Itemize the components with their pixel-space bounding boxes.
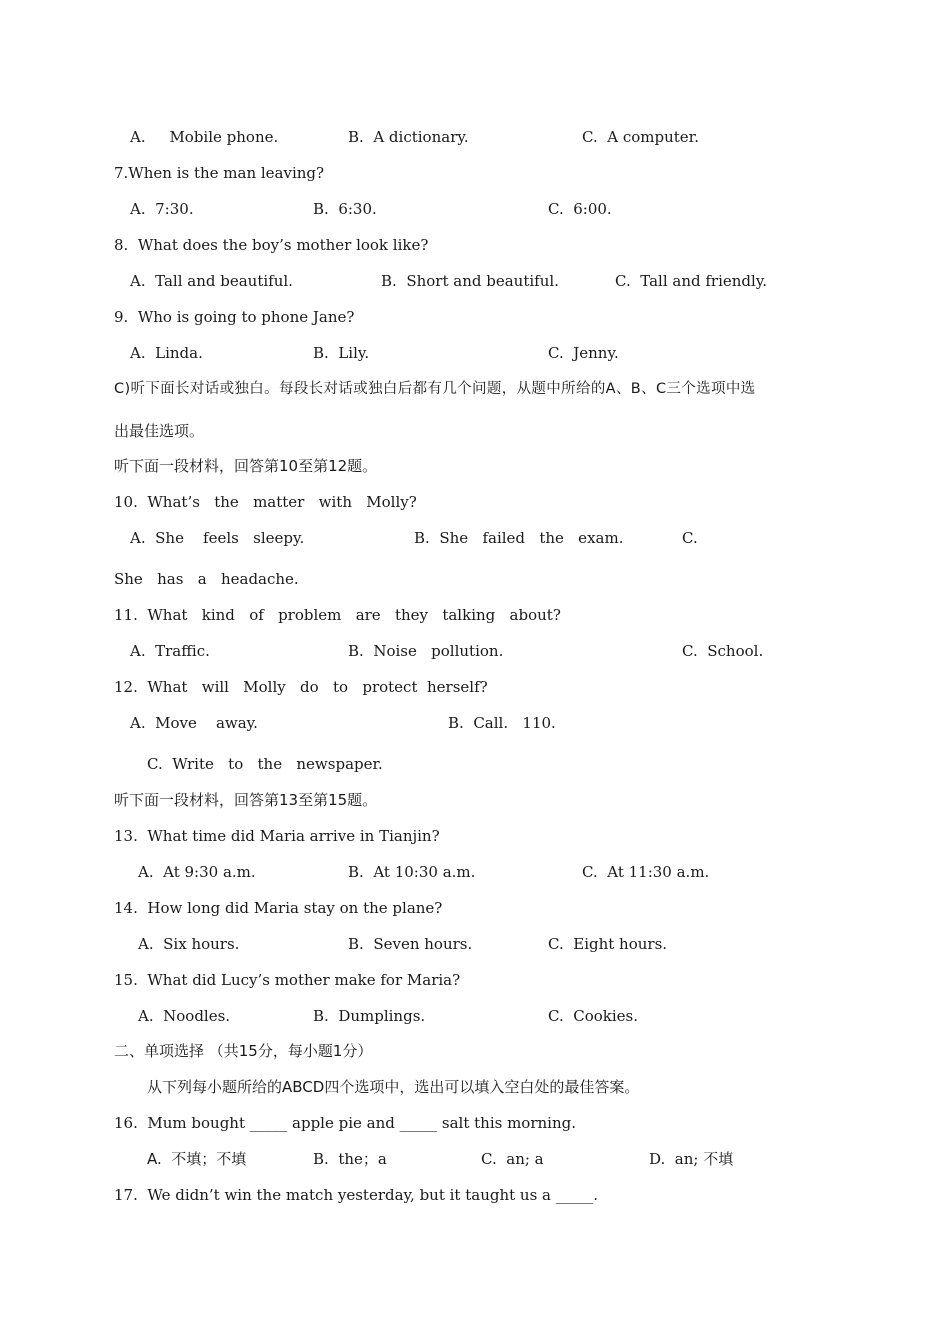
- q8-option-a: A. Tall and beautiful.: [130, 272, 293, 290]
- q11-option-c: C. School.: [682, 642, 764, 660]
- q13-option-a: A. At 9:30 a.m.: [138, 863, 256, 881]
- q13-option-c: C. At 11:30 a.m.: [582, 863, 710, 881]
- q11-question: 11. What kind of problem are they talking about?: [114, 606, 561, 624]
- q13-option-b: B. At 10:30 a.m.: [348, 863, 476, 881]
- q12-option-b: B. Call. 110.: [448, 714, 556, 732]
- q11-option-a: A. Traffic.: [130, 642, 210, 660]
- q6-option-b: B. A dictionary.: [348, 128, 469, 146]
- q10-question: 10. What’s the matter with Molly?: [114, 493, 417, 511]
- group2-intro: 听下面一段材料，回答第13至第15题。: [114, 791, 378, 809]
- part2-instruction: 从下列每小题所给的ABCD四个选项中，选出可以填入空白处的最佳答案。: [147, 1078, 640, 1096]
- q16-question: 16. Mum bought _____ apple pie and _____ salt this morning.: [114, 1114, 576, 1132]
- q8-option-b: B. Short and beautiful.: [381, 272, 559, 290]
- q10-option-c-text: She has a headache.: [114, 570, 299, 588]
- q10-option-c-label: C.: [682, 529, 698, 547]
- q7-question: 7.When is the man leaving?: [114, 164, 325, 182]
- q16-option-c: C. an; a: [481, 1150, 544, 1168]
- q9-option-a: A. Linda.: [130, 344, 203, 362]
- q8-question: 8. What does the boy’s mother look like?: [114, 236, 429, 254]
- q14-option-a: A. Six hours.: [138, 935, 240, 953]
- q13-question: 13. What time did Maria arrive in Tianjin?: [114, 827, 440, 845]
- q8-option-c: C. Tall and friendly.: [615, 272, 768, 290]
- q10-option-b: B. She failed the exam.: [414, 529, 624, 547]
- group1-intro: 听下面一段材料，回答第10至第12题。: [114, 457, 378, 475]
- q7-option-c: C. 6:00.: [548, 200, 612, 218]
- section-c-instruction-line1: C)听下面长对话或独白。每段长对话或独白后都有几个问题，从题中所给的A、B、C三个选项中选: [114, 381, 756, 397]
- q9-option-b: B. Lily.: [313, 344, 370, 362]
- part2-heading: 二、单项选择 （共15分，每小题1分）: [114, 1042, 373, 1060]
- q12-option-a: A. Move away.: [130, 714, 258, 732]
- q12-option-c: C. Write to the newspaper.: [147, 755, 383, 773]
- q15-option-a: A. Noodles.: [138, 1007, 231, 1025]
- q14-option-c: C. Eight hours.: [548, 935, 668, 953]
- q16-option-b: B. the；a: [313, 1150, 387, 1168]
- q9-question: 9. Who is going to phone Jane?: [114, 308, 355, 326]
- q12-question: 12. What will Molly do to protect herself?: [114, 678, 488, 696]
- q15-option-c: C. Cookies.: [548, 1007, 639, 1025]
- q11-option-b: B. Noise pollution.: [348, 642, 504, 660]
- q7-option-a: A. 7:30.: [130, 200, 194, 218]
- q14-option-b: B. Seven hours.: [348, 935, 473, 953]
- q6-option-c: C. A computer.: [582, 128, 699, 146]
- q16-option-a: A. 不填；不填: [147, 1150, 247, 1168]
- q15-option-b: B. Dumplings.: [313, 1007, 426, 1025]
- q14-question: 14. How long did Maria stay on the plane?: [114, 899, 443, 917]
- q15-question: 15. What did Lucy’s mother make for Maria?: [114, 971, 461, 989]
- q6-option-a: A. Mobile phone.: [130, 128, 279, 146]
- q10-option-a: A. She feels sleepy.: [130, 529, 305, 547]
- q17-question: 17. We didn’t win the match yesterday, but it taught us a _____.: [114, 1186, 599, 1204]
- q7-option-b: B. 6:30.: [313, 200, 377, 218]
- section-c-instruction-line2: 出最佳选项。: [114, 422, 205, 440]
- q9-option-c: C. Jenny.: [548, 344, 619, 362]
- q16-option-d: D. an; 不填: [649, 1150, 734, 1168]
